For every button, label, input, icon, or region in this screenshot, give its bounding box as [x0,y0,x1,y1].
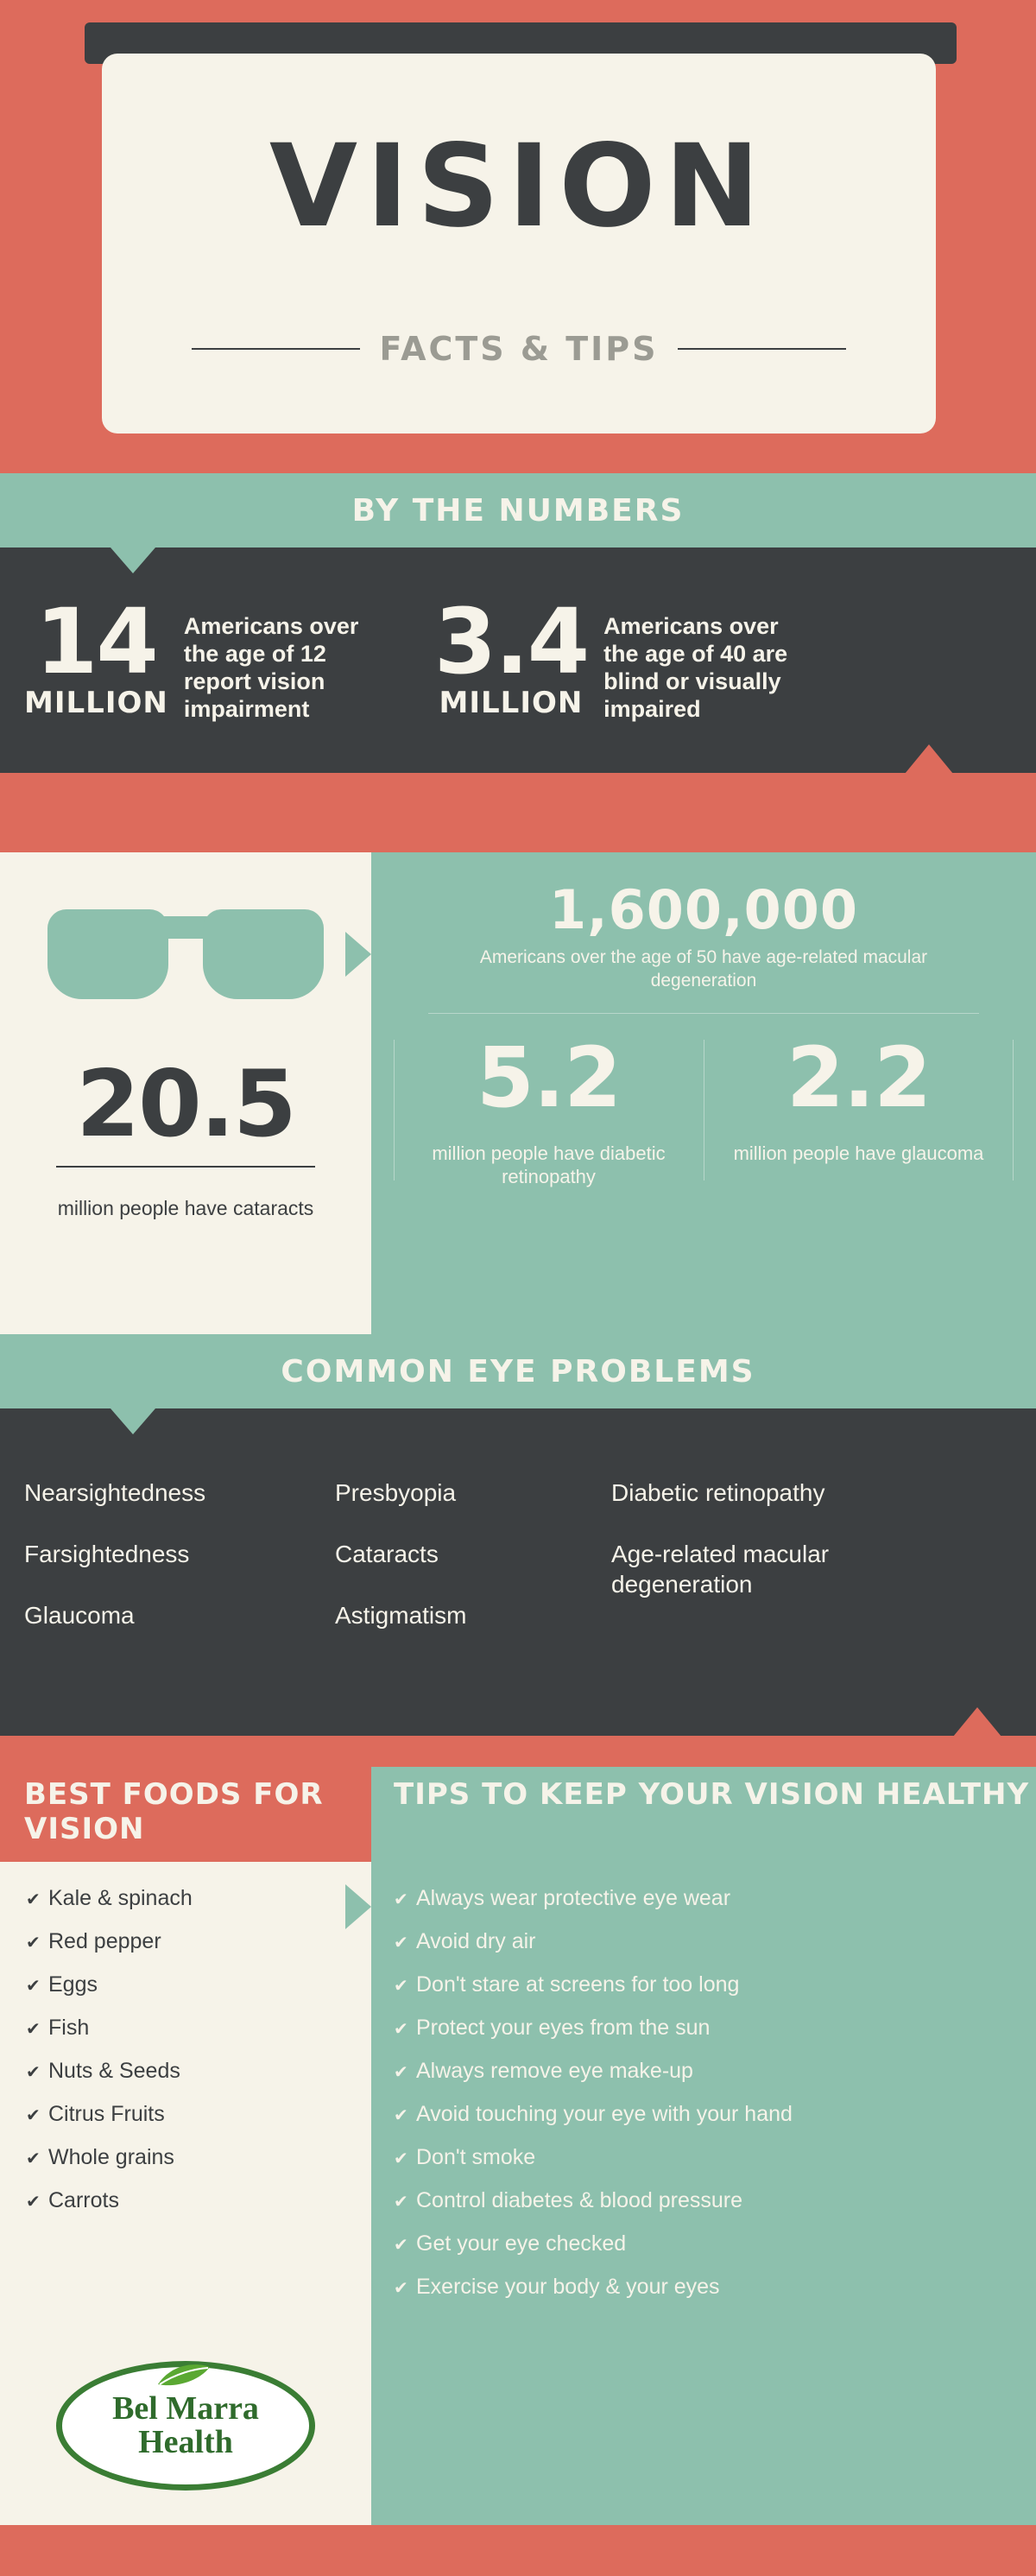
glasses-left-lens [47,909,168,999]
tip-label: Always wear protective eye wear [416,1886,731,1911]
list-item [394,2188,1036,2213]
foods-list [0,1862,371,2352]
problem-item: Glaucoma [24,1602,135,1630]
macular-description: Americans over the age of 50 have age-related macular degeneration [479,947,928,991]
tip-label: Protect your eyes from the sun [416,2016,711,2041]
stat-unit: MILLION [439,685,584,720]
stat-description: Americans over the age of 40 are blind or visually impaired [603,613,788,722]
by-the-numbers-banner [0,473,1036,547]
tip-label: Don't stare at screens for too long [416,1972,740,1997]
problems-column-2 [335,1478,611,1661]
list-item [394,1886,1036,1911]
by-the-numbers-section [0,547,1036,773]
list-item [26,2145,371,2170]
banner-notch-icon [111,1408,155,1434]
section-arrow-icon [953,1707,1001,1737]
bottom-section [0,1736,1036,2525]
stat-number-wrap [24,589,168,720]
stat-description: Americans over the age of 12 report vision impairment [183,613,359,722]
list-item [394,2059,1036,2084]
section-arrow-icon [905,744,953,774]
check-icon: ✔ [394,2020,408,2040]
problem-item: Age-related macular degeneration [611,1541,830,1598]
check-icon: ✔ [26,1890,41,1910]
food-label: Carrots [48,2188,119,2213]
vision-stats-section [0,852,1036,1334]
banner-notch-icon [111,547,155,573]
cataracts-label: million people have cataracts [57,1197,314,1220]
problem-item: Farsightedness [24,1541,190,1568]
list-item [394,2145,1036,2170]
sub-stat-item [394,1029,704,1189]
cataracts-rule [56,1166,315,1168]
panel-arrow-icon [345,932,371,977]
foods-heading: BEST FOODS FOR VISION [0,1767,371,1862]
food-label: Kale & spinach [48,1886,193,1911]
red-spacer [0,773,1036,852]
check-icon: ✔ [26,1977,41,1997]
tips-list [371,1862,1036,2352]
sub-stats-row [394,1029,1014,1189]
tip-label: Exercise your body & your eyes [416,2275,720,2300]
page-subtitle: FACTS & TIPS [379,330,659,368]
common-eye-problems-banner-label: COMMON EYE PROBLEMS [281,1353,755,1389]
page-title: VISION [268,120,769,253]
tip-label: Avoid touching your eye with your hand [416,2102,793,2127]
check-icon: ✔ [394,2063,408,2083]
stat-unit: MILLION [24,685,168,720]
list-item [26,1886,371,1911]
food-label: Citrus Fruits [48,2102,165,2127]
problem-item: Cataracts [335,1541,439,1568]
sub-stat-number: 5.2 [476,1029,622,1126]
tip-label: Always remove eye make-up [416,2059,693,2084]
macular-number: 1,600,000 [548,878,859,942]
logo-line-1: Bel Marra [112,2389,259,2427]
list-item [26,1929,371,1954]
tip-label: Control diabetes & blood pressure [416,2188,743,2213]
check-icon: ✔ [394,1890,408,1910]
cataracts-number: 20.5 [76,1051,295,1158]
leaf-icon [156,2362,212,2392]
logo-row-filler [371,2352,1036,2525]
glasses-icon [47,909,324,1004]
header-card [102,54,936,434]
food-label: Nuts & Seeds [48,2059,180,2084]
check-icon: ✔ [26,1934,41,1953]
check-icon: ✔ [26,2193,41,2212]
header-section [0,0,1036,473]
check-icon: ✔ [394,2149,408,2169]
problems-columns [24,1478,1036,1661]
problem-item: Nearsightedness [24,1479,206,1507]
stat-number: 3.4 [433,589,589,694]
food-label: Eggs [48,1972,98,1997]
check-icon: ✔ [26,2020,41,2040]
problems-column-3 [611,1478,1036,1661]
list-item [26,1972,371,1997]
stat-number: 14 [35,589,157,694]
bottom-body-row [0,1862,1036,2352]
bottom-headings-row [0,1767,1036,1862]
tip-label: Avoid dry air [416,1929,536,1954]
list-item [394,2231,1036,2256]
by-the-numbers-banner-label: BY THE NUMBERS [351,492,685,528]
glasses-right-lens [203,909,324,999]
title-rule-left [192,348,360,350]
check-icon: ✔ [394,2279,408,2299]
list-item [394,2275,1036,2300]
check-icon: ✔ [394,2193,408,2212]
list-item [394,2016,1036,2041]
tip-label: Get your eye checked [416,2231,627,2256]
logo-row [0,2352,1036,2525]
cataracts-panel [0,852,371,1334]
check-icon: ✔ [394,2106,408,2126]
stat-number-wrap [433,589,589,720]
brand-logo [56,2361,315,2491]
food-label: Whole grains [48,2145,174,2170]
check-icon: ✔ [394,1977,408,1997]
list-item [26,2188,371,2213]
check-icon: ✔ [26,2063,41,2083]
sub-stat-label: million people have glaucoma [733,1142,984,1164]
macular-divider [428,1013,979,1014]
sub-stat-label: million people have diabetic retinopathy [432,1142,666,1188]
list-item [26,2059,371,2084]
problem-item: Diabetic retinopathy [611,1479,825,1507]
list-item [394,1929,1036,1954]
common-eye-problems-section [0,1408,1036,1736]
sub-stat-item [704,1029,1014,1189]
check-icon: ✔ [26,2149,41,2169]
stat-item [433,589,819,723]
title-subtitle-row [102,330,936,368]
list-item [394,2102,1036,2127]
sub-stat-divider [394,1040,395,1180]
logo-line-2: Health [138,2424,233,2461]
food-label: Red pepper [48,1929,161,1954]
problem-item: Astigmatism [335,1602,467,1630]
problems-column-1 [24,1478,335,1661]
macular-panel [371,852,1036,1334]
problem-item: Presbyopia [335,1479,457,1507]
list-item [26,2016,371,2041]
by-the-numbers-row [0,547,1036,773]
check-icon: ✔ [394,2236,408,2256]
food-label: Fish [48,2016,90,2041]
tips-heading: TIPS TO KEEP YOUR VISION HEALTHY [371,1767,1036,1862]
list-item [26,2102,371,2127]
logo-area [0,2352,371,2525]
title-rule-right [678,348,846,350]
check-icon: ✔ [26,2106,41,2126]
tip-label: Don't smoke [416,2145,536,2170]
tips-arrow-icon [345,1884,371,1929]
sub-stat-divider-right [1013,1040,1014,1180]
sub-stat-number: 2.2 [786,1029,932,1126]
common-eye-problems-banner [0,1334,1036,1408]
check-icon: ✔ [394,1934,408,1953]
list-item [394,1972,1036,1997]
stat-item [24,589,400,723]
